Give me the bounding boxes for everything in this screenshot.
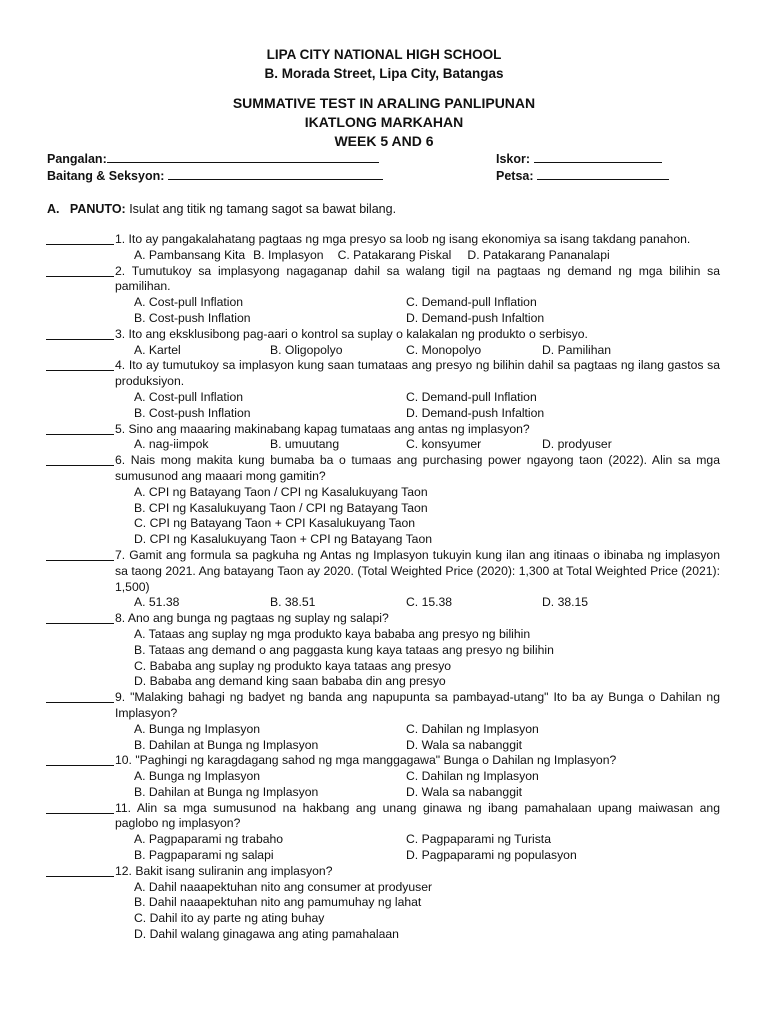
option: C. 15.38 — [406, 595, 453, 610]
question-text: 2. Tumutukoy sa implasyong nagaganap dahil sa walang tigil na pagtaas ng demand ng mga bilihin sa pamilihan. — [115, 263, 720, 294]
option: B. Tataas ang demand o ang paggasta kung kaya tataas ang presyo ng bilihin — [134, 642, 554, 657]
question-text: 1. Ito ay pangakalahatang pagtaas ng mga presyo sa loob ng isang ekonomiya sa isang takdang panahon. — [115, 232, 691, 246]
option: A. 51.38 — [134, 595, 180, 610]
question-12 — [46, 864, 720, 880]
option: D. Wala sa nabanggit — [406, 737, 523, 752]
option: D. Dahil walang ginagawa ang ating pamahalaan — [134, 927, 399, 942]
option: D. Patakarang Pananalapi — [467, 247, 610, 262]
option: A. Bunga ng Implasyon — [134, 721, 261, 736]
question-text: 4. Ito ay tumutukoy sa implasyon kung saan tumataas ang presyo ng bilihin dahil sa pagtaas ng ilang gastos sa produksiyon. — [115, 358, 720, 389]
section-line[interactable] — [168, 168, 383, 180]
question-5 — [46, 422, 720, 438]
option: A. Dahil naaapektuhan nito ang consumer at prodyuser — [134, 879, 433, 894]
answer-blank-8[interactable] — [46, 611, 114, 624]
question-text: 6. Nais mong makita kung bumaba ba o tumaas ang purchasing power ngayong taon (2022). Alin sa mga sumusunod ang maaari mong gamitin? — [115, 453, 720, 483]
answer-blank-12[interactable] — [46, 864, 114, 877]
option: B. 38.51 — [270, 595, 316, 610]
options-2 — [134, 295, 720, 327]
date-field[interactable] — [496, 168, 669, 183]
test-title: SUMMATIVE TEST IN ARALING PANLIPUNAN — [232, 95, 536, 111]
option: C. Demand-pull Inflation — [406, 389, 537, 404]
name-label: Pangalan: — [47, 152, 107, 166]
option: B. Pagpaparami ng salapi — [134, 848, 274, 863]
option: C. Dahilan ng Implasyon — [406, 721, 539, 736]
question-7 — [46, 548, 720, 595]
question-text: 12. Bakit isang suliranin ang implasyon? — [115, 863, 333, 878]
option: C. CPI ng Batayang Taon + CPI Kasalukuyang Taon — [134, 516, 416, 531]
option: D. Wala sa nabanggit — [406, 784, 523, 799]
question-text: 8. Ano ang bunga ng pagtaas ng suplay ng salapi? — [115, 611, 389, 626]
option: D. Pamilihan — [542, 342, 612, 357]
question-text: 11. Alin sa mga sumusunod na hakbang ang unang ginawa ng ibang pamahalaan upang maiwasan ang paglobo ng implasyon? — [115, 800, 720, 831]
options-3 — [134, 343, 720, 359]
options-8 — [134, 627, 720, 690]
answer-blank-11[interactable] — [46, 801, 114, 814]
option: C. Demand-pull Inflation — [406, 295, 537, 310]
option: C. Bababa ang suplay ng produkto kaya tataas ang presyo — [134, 658, 452, 673]
date-label: Petsa: — [496, 169, 534, 183]
options-12 — [134, 880, 720, 943]
option: A. Cost-pull Inflation — [134, 389, 244, 404]
option: B. CPI ng Kasalukuyang Taon / CPI ng Batayang Taon — [134, 500, 428, 515]
week-label: WEEK 5 AND 6 — [334, 133, 434, 149]
question-9 — [46, 690, 720, 722]
score-line[interactable] — [534, 151, 662, 163]
question-text: 3. Ito ang eksklusibong pag-aari o kontrol sa suplay o kalakalan ng produkto o serbisyo. — [115, 326, 588, 341]
option: A. Cost-pull Inflation — [134, 295, 244, 310]
directions-letter: A. — [47, 202, 60, 216]
option: A. Pagpaparami ng trabaho — [134, 832, 284, 847]
option: D. 38.15 — [542, 595, 589, 610]
question-1 — [46, 232, 720, 248]
question-text: 10. "Paghingi ng karagdagang sahod ng mga manggagawa" Bunga o Dahilan ng Implasyon? — [115, 753, 617, 768]
option: B. umuutang — [270, 437, 340, 452]
options-4 — [134, 390, 720, 422]
option: B. Dahil naaapektuhan nito ang pamumuhay ng lahat — [134, 895, 422, 910]
options-7 — [134, 595, 720, 611]
option: B. Dahilan at Bunga ng Implasyon — [134, 784, 319, 799]
option: C. Pagpaparami ng Turista — [406, 832, 551, 847]
question-list — [46, 232, 720, 943]
option: C. Dahilan ng Implasyon — [406, 769, 539, 784]
score-label: Iskor: — [496, 152, 531, 166]
answer-blank-1[interactable] — [46, 232, 114, 245]
option: B. Cost-push Inflation — [134, 405, 251, 420]
option: B. Oligopolyo — [270, 342, 343, 357]
option: D. CPI ng Kasalukuyang Taon + CPI ng Batayang Taon — [134, 532, 433, 547]
option: C. Patakarang Piskal — [337, 247, 452, 262]
question-text: 9. "Malaking bahagi ng badyet ng banda ang napupunta sa pambayad-utang" Ito ba ay Bunga o Dahilan ng Implasyon? — [115, 690, 720, 720]
date-line[interactable] — [537, 168, 669, 180]
answer-blank-3[interactable] — [46, 327, 114, 340]
question-2 — [46, 264, 720, 296]
question-11 — [46, 801, 720, 833]
answer-blank-10[interactable] — [46, 753, 114, 766]
name-field[interactable] — [47, 151, 379, 166]
option: C. Dahil ito ay parte ng ating buhay — [134, 911, 325, 926]
answer-blank-7[interactable] — [46, 548, 114, 561]
score-field[interactable] — [496, 151, 662, 166]
question-text: 5. Sino ang maaaring makinabang kapag tumataas ang antas ng implasyon? — [115, 421, 530, 436]
option: A. Tataas ang suplay ng mga produkto kaya bababa ang presyo ng bilihin — [134, 626, 531, 641]
option: C. konsyumer — [406, 437, 482, 452]
quarter-label: IKATLONG MARKAHAN — [304, 114, 464, 130]
option: D. prodyuser — [542, 437, 612, 452]
option: B. Dahilan at Bunga ng Implasyon — [134, 737, 319, 752]
answer-blank-2[interactable] — [46, 264, 114, 277]
option: A. Kartel — [134, 342, 181, 357]
option: A. CPI ng Batayang Taon / CPI ng Kasalukuyang Taon — [134, 484, 428, 499]
option: D. Demand-push Infaltion — [406, 405, 545, 420]
question-4 — [46, 358, 720, 390]
option: D. Bababa ang demand king saan bababa din ang presyo — [134, 674, 446, 689]
answer-blank-4[interactable] — [46, 358, 114, 371]
option: C. Monopolyo — [406, 342, 482, 357]
options-1 — [134, 248, 720, 264]
option: D. Pagpaparami ng populasyon — [406, 848, 577, 863]
answer-blank-6[interactable] — [46, 453, 114, 466]
options-9 — [134, 722, 720, 754]
option: A. Bunga ng Implasyon — [134, 769, 261, 784]
question-10 — [46, 753, 720, 769]
options-6 — [134, 485, 720, 548]
school-name: LIPA CITY NATIONAL HIGH SCHOOL — [266, 47, 502, 62]
school-address: B. Morada Street, Lipa City, Batangas — [264, 66, 504, 81]
directions-text: Isulat ang titik ng tamang sagot sa bawat bilang. — [129, 202, 397, 216]
answer-blank-9[interactable] — [46, 690, 114, 703]
options-10 — [134, 769, 720, 801]
option: B. Implasyon — [253, 247, 324, 262]
section-label: Baitang & Seksyon: — [47, 169, 165, 183]
answer-blank-5[interactable] — [46, 422, 114, 435]
option: D. Demand-push Infaltion — [406, 310, 545, 325]
question-text: 7. Gamit ang formula sa pagkuha ng Antas ng Implasyon tukuyin kung ilan ang itinaas o ibinaba ng implasyon sa taong 2021. Ang batayang Taon ay 2020. (Total Weighted Price (2020): 1,300 at Total Weighted Price (2021): 1,500) — [115, 547, 720, 594]
question-8 — [46, 611, 720, 627]
question-3 — [46, 327, 720, 343]
options-5 — [134, 437, 720, 453]
option: B. Cost-push Inflation — [134, 310, 251, 325]
option: A. Pambansang Kita — [134, 247, 246, 262]
question-6 — [46, 453, 720, 485]
options-11 — [134, 832, 720, 864]
section-field[interactable] — [47, 168, 383, 183]
name-line[interactable] — [107, 151, 379, 163]
option: A. nag-iimpok — [134, 437, 209, 452]
directions — [47, 202, 396, 216]
directions-label: PANUTO: — [69, 202, 126, 216]
